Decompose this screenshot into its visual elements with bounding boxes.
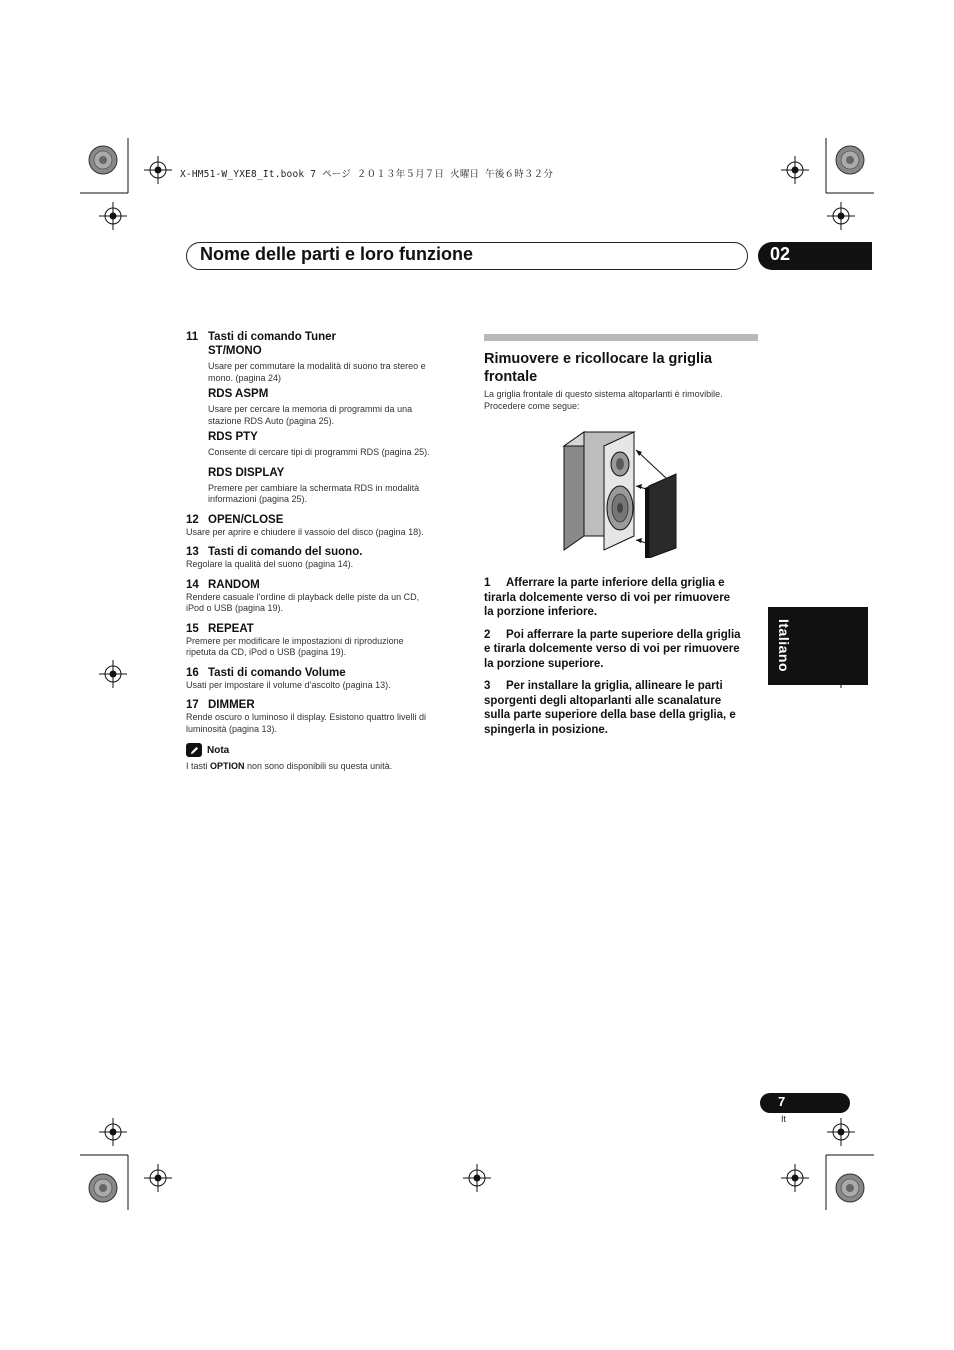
item-12-heading: [186, 513, 462, 527]
item-desc: Rendere casuale l’ordine di playback delle piste da un CD,: [186, 591, 420, 602]
item-number: 13: [186, 546, 199, 558]
step-line: e tirarla dolcemente verso di voi per rimuovere: [484, 643, 740, 655]
item-number: 15: [186, 622, 199, 635]
sub-desc: stazione RDS Auto (pagina 25).: [208, 415, 335, 426]
step-2: [484, 628, 758, 672]
section-intro: La griglia frontale di questo sistema altoparlanti è rimovibile.: [484, 389, 723, 399]
item-desc: Regolare la qualità del suono (pagina 14).: [186, 559, 354, 569]
note-bold: OPTION: [210, 761, 245, 771]
right-column: [484, 334, 758, 737]
step-line: Afferrare la parte inferiore della griglia e: [506, 577, 725, 589]
item-desc: luminosità (pagina 13).: [186, 723, 278, 734]
item-title: Tasti di comando del suono.: [208, 546, 363, 558]
step-line: Per installare la griglia, allineare le parti: [506, 680, 723, 692]
sub-desc: Consente di cercare tipi di programmi RDS (pagina 25).: [208, 447, 430, 457]
left-column: [186, 330, 462, 773]
step-line: la porzione superiore.: [484, 657, 604, 670]
step-line: sporgenti degli altoparlanti alle scanalature: [484, 694, 722, 707]
section-title-line: frontale: [484, 369, 538, 385]
item-number: 17: [186, 699, 199, 711]
print-header-line: X-HM51-W_YXE8_It.book 7 ページ ２０１３年５月７日 火曜日 午後６時３２分: [180, 169, 554, 180]
section-title-line: Rimuovere e ricollocare la griglia: [484, 351, 713, 367]
note-heading: [186, 743, 462, 757]
item-11-heading: [186, 330, 462, 344]
item-title: Tasti di comando Tuner: [208, 331, 336, 343]
step-number: 3: [484, 680, 491, 692]
step-number: 1: [484, 577, 491, 589]
item-13-heading: [186, 545, 462, 559]
page-title: Nome delle parti e loro funzione: [200, 244, 474, 264]
step-3: [484, 679, 758, 737]
step-line: Poi afferrare la parte superiore della griglia: [506, 628, 741, 641]
sub-desc: mono. (pagina 24): [208, 372, 282, 383]
step-line: spingerla in posizione.: [484, 723, 608, 736]
item-desc: Rende oscuro o luminoso il display. Esistono quattro livelli di: [186, 712, 426, 722]
step-1: [484, 576, 758, 620]
speaker-grille-illustration: [484, 428, 758, 558]
step-line: sulla parte superiore della base della griglia, e: [484, 709, 736, 721]
chapter-number: 02: [770, 244, 791, 264]
step-line: la porzione inferiore.: [484, 606, 598, 618]
item-15-heading: [186, 622, 462, 636]
item-title: DIMMER: [208, 699, 255, 711]
item-number: 16: [186, 666, 199, 679]
item-title: Tasti di comando Volume: [208, 666, 346, 679]
sub-heading-st-mono: ST/MONO: [208, 345, 262, 357]
item-title: OPEN/CLOSE: [208, 513, 284, 526]
item-16-heading: [186, 666, 462, 680]
sub-heading-rds-display: RDS DISPLAY: [208, 466, 285, 479]
note-prefix: I tasti: [186, 761, 211, 771]
item-desc: ripetuta da CD, iPod o USB (pagina 19).: [186, 647, 347, 657]
item-title: RANDOM: [208, 578, 260, 591]
item-number: 14: [186, 578, 199, 591]
item-14-heading: [186, 578, 462, 592]
item-17-heading: [186, 698, 462, 712]
item-number: 11: [186, 331, 199, 343]
page-number: 7: [778, 1094, 786, 1109]
section-bar: [484, 334, 758, 341]
sub-desc: Premere per cambiare la schermata RDS in modalità: [208, 482, 420, 493]
sub-heading-rds-aspm: RDS ASPM: [208, 388, 269, 400]
page-number-badge: [760, 1093, 850, 1113]
sub-heading-rds-pty: RDS PTY: [208, 431, 258, 443]
sub-desc: Usare per cercare la memoria di programmi da una: [208, 404, 413, 414]
language-tab-label: Italiano: [776, 619, 792, 673]
item-title: REPEAT: [208, 622, 254, 635]
item-desc: Usati per impostare il volume d’ascolto (pagina 13).: [186, 679, 391, 690]
step-number: 2: [484, 628, 491, 641]
item-desc: iPod o USB (pagina 19).: [186, 603, 284, 613]
language-code: It: [781, 1114, 787, 1124]
sub-desc: Usare per commutare la modalità di suono tra stereo e: [208, 361, 426, 371]
pencil-icon: [186, 743, 202, 757]
sub-desc: informazioni (pagina 25).: [208, 494, 308, 504]
section-title: [484, 350, 758, 386]
section-intro: Procedere come segue:: [484, 400, 580, 411]
item-desc: Usare per aprire e chiudere il vassoio del disco (pagina 18).: [186, 526, 424, 537]
step-line: tirarla dolcemente verso di voi per rimuovere: [484, 591, 731, 604]
note-suffix: non sono disponibili su questa unità.: [244, 761, 393, 771]
note-label: Nota: [207, 744, 230, 756]
item-number: 12: [186, 513, 199, 526]
item-desc: Premere per modificare le impostazioni di riproduzione: [186, 635, 404, 646]
note-text: [186, 761, 462, 773]
